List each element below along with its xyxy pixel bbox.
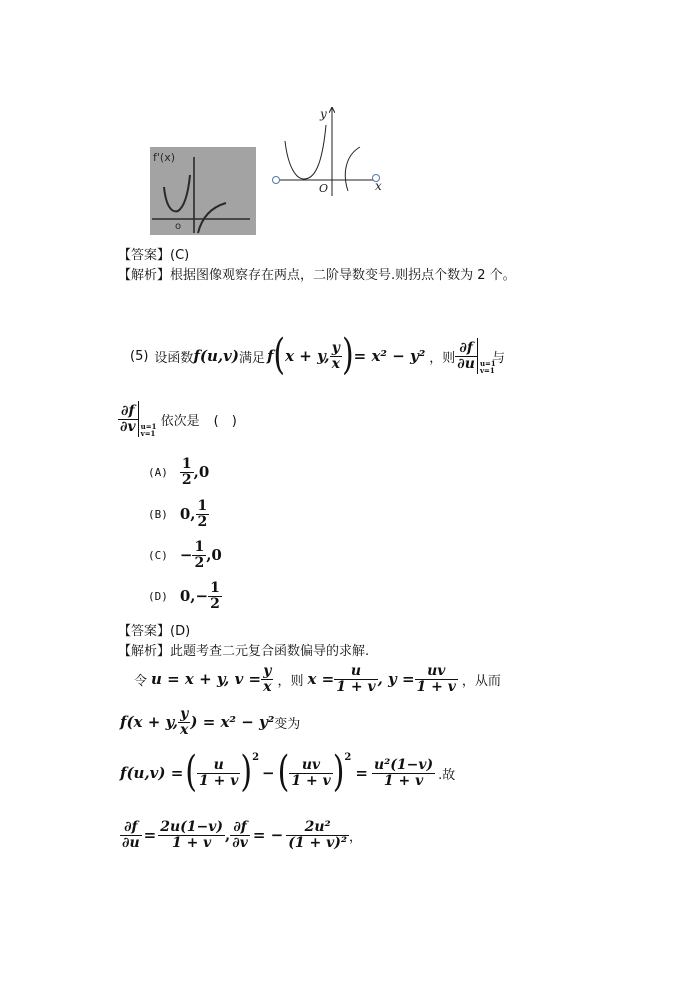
endpoint-left [273,177,280,184]
answer-value: (C) [170,248,190,263]
eval-bar-1: u=1 v=1 [477,338,492,374]
option-frac: $\frac{1}{2}$ [181,455,192,488]
option-frac: $\frac{1}{2}$ [194,538,205,571]
cond-rhs: = x² − y² [353,347,426,365]
partial-f-u: $\frac{\partial f}{\partial u}$ [457,339,475,372]
photo-label-o: o [175,221,182,232]
option-label: (B) [148,507,168,521]
graph-label-o: O [319,182,329,195]
photo-figure [150,147,256,235]
frac-y-x: $\frac{y}{x}$ [263,662,272,695]
answer-value: (D) [170,624,191,639]
option-d[interactable] [148,576,222,616]
cond-arg1: x + y, [285,347,330,365]
analysis-text: 此题考查二元复合函数偏导的求解. [170,644,370,659]
step2-becomes: 变为 [274,716,301,732]
analysis-label: 【解析】 [118,644,171,659]
frac-u-1pv: $\frac{u}{1 + v}$ [336,662,376,695]
step-sub-u: u = x + y, v = [151,670,262,688]
comma: , [225,826,231,844]
frac-uv-1pv: $\frac{uv}{1 + v}$ [291,756,331,789]
step-therefore: ，从而 [461,673,501,689]
option-label: (D) [148,589,168,603]
func-f-uv: f(u,v) [193,347,239,365]
option-frac: $\frac{1}{2}$ [197,497,208,530]
step-then: ，则 [277,673,304,689]
answer-label: 【答案】 [118,624,171,639]
graph-figure [268,103,386,198]
cond-frac-y-x: $\frac{y}{x}$ [331,339,340,372]
frac-partial-u: $\frac{2u(1-v)}{1 + v}$ [160,818,224,851]
stem-and: 与 [491,350,505,366]
partial-f-v: $\frac{\partial f}{\partial v}$ [232,818,248,851]
partial-f-v: $\frac{\partial f}{\partial v}$ [120,402,136,435]
q5-stem-line2 [118,398,237,440]
option-post: ,0 [206,546,222,564]
eval-bar-2: u=1 v=1 [138,401,153,437]
stem-satisfies: 满足 [238,350,265,366]
minus-sign: − [262,764,275,782]
step3-therefore: .故 [438,767,456,783]
frac-y-x: $\frac{y}{x}$ [180,705,189,738]
step-x: x = [307,670,335,688]
handwritten-graph [150,147,256,235]
graph-label-x: x [375,179,382,193]
paren-close: ) [332,747,345,797]
solution-step-3 [120,748,455,798]
photo-label-f: f'(x) [153,151,175,164]
question-number: (5) [130,348,149,364]
analysis-text: 根据图像观察存在两点，二阶导数变号.则拐点个数为 2 个。 [170,268,516,283]
paren-open: ( [273,330,286,380]
paren-close: ) [240,747,253,797]
analysis-label: 【解析】 [118,268,171,283]
q5-analysis [118,640,369,659]
square-exp: 2 [344,752,352,763]
step-y: , y = [377,670,415,688]
paren-open: ( [277,747,290,797]
graph-label-y: y [320,107,327,121]
stem-prefix: 设函数 [154,350,194,366]
paren-close: ) [341,330,354,380]
option-frac: $\frac{1}{2}$ [210,579,220,612]
paren-open: ( [185,747,197,797]
step3-lhs: f(u,v) = [120,764,184,782]
option-a[interactable] [148,452,209,492]
equals-sign: = [355,764,368,782]
q4-analysis [118,264,516,283]
step4-end: ， [348,829,362,845]
option-c[interactable] [148,535,222,575]
solution-step-2 [120,702,300,742]
option-post: ,0 [193,463,210,481]
option-pre: 0, [179,505,196,523]
frac-result: $\frac{\text{u²(1−v)}}{1 + v}$ [373,756,434,789]
square-exp: 2 [252,752,260,763]
q4-answer [118,244,189,263]
frac-uv-1pv: $\frac{uv}{1 + v}$ [416,662,456,695]
function-graph [268,103,386,198]
stem-paren: ( ) [213,413,237,429]
option-label: (A) [148,465,168,479]
equals-minus: = − [252,826,284,844]
stem-then: ，则 [429,350,456,366]
cond-f: f [266,347,274,365]
equals-sign: = [143,826,157,844]
frac-partial-v: $\frac{\text{2u²}}{\text{(1 + v)²}}$ [288,818,347,851]
option-pre: − [179,546,193,564]
solution-step-1 [134,658,501,700]
option-pre: 0,− [179,587,209,605]
step-let: 令 [134,673,148,689]
step2-rhs: ) = x² − y² [190,713,275,731]
frac-u-1pv: $\frac{u}{1 + v}$ [199,756,239,789]
stem-order: 依次是 [160,413,200,429]
partial-f-u: $\frac{\partial f}{\partial u}$ [122,818,140,851]
q5-stem-line1 [130,332,505,380]
step2-lhs: f(x + y, [120,713,179,731]
option-label: (C) [148,548,168,562]
answer-label: 【答案】 [118,248,171,263]
solution-step-4 [120,812,362,858]
q5-answer [118,620,190,639]
option-b[interactable] [148,494,209,534]
